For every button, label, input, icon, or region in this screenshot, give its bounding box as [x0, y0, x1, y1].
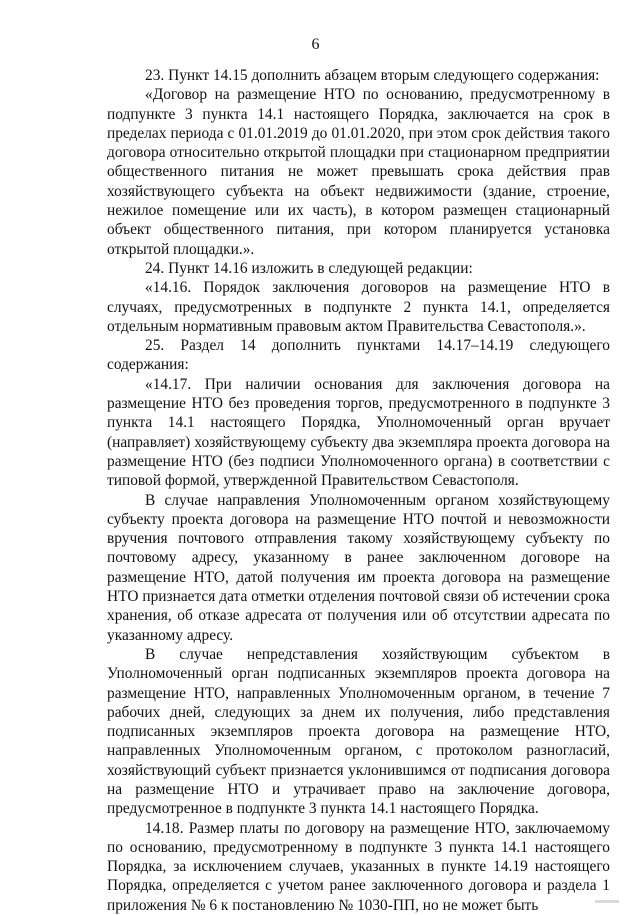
- paragraph-14-18: 14.18. Размер платы по договору на размещение НТО, заключаемому по основанию, предусмотренному в подпункте 3 пункта 14.1 настоящего Порядка, за исключением случаев, указанных в пункте 14.19 настоящего Порядка, определяется с учетом ранее заключенного договора и раздела 1 приложения № 6 к постановлению № 1030-ПП, но не может быть: [107, 819, 610, 914]
- paragraph-item-24: 24. Пункт 14.16 изложить в следующей редакции:: [145, 259, 473, 277]
- paragraph-14-17: «14.17. При наличии основания для заключения договора на размещение НТО без проведения торгов, предусмотренного в подпункте 3 пункта 14.1 настоящего Порядка, Уполномоченный орган вручает (направляет) хозяйствующему субъекту два экземпляра проекта договора на размещение НТО (без подписи Уполномоченного органа) в соответствии с типовой формой, утвержденной Правительством Севастополя.: [107, 375, 610, 490]
- paragraph-item-25: 25. Раздел 14 дополнить пунктами 14.17–14.19 следующего содержания:: [107, 337, 610, 374]
- scan-edge-mark: [595, 900, 619, 903]
- page-number: 6: [311, 36, 320, 53]
- paragraph-14-17-mail-delivery: В случае направления Уполномоченным органом хозяйствующему субъекту проекта договора на размещение НТО почтой и невозможности вручения почтового отправления такому хозяйствующему субъекту по почтовому адресу, указанному в ранее заключенном договоре на размещение НТО, датой получения им проекта договора на размещение НТО признается дата отметки отделения почтовой связи об истечении срока хранения, об отказе адресата от получения или об отсутствии адресата по указанному адресу.: [107, 491, 610, 644]
- paragraph-quote-14-15: «Договор на размещение НТО по основанию, предусмотренному в подпункте 3 пункта 14.1 настоящего Порядка, заключается на срок в пределах периода с 01.01.2019 до 01.01.2020, при этом срок действия такого договора относительно открытой площадки при стационарном предприятии общественного питания не может превышать срока действия прав хозяйствующего субъекта на объект недвижимости (здание, строение, нежилое помещение или их часть), в котором размещен стационарный объект общественного питания, при котором планируется установка открытой площадки.».: [107, 86, 610, 258]
- document-body: [107, 66, 610, 915]
- paragraph-item-23: 23. Пункт 14.15 дополнить абзацем вторым следующего содержания:: [145, 67, 600, 84]
- paragraph-14-17-non-submission: В случае непредставления хозяйствующим субъектом в Уполномоченный орган подписанных экземпляров проекта договора на размещение НТО, направленных Уполномоченным органом, в течение 7 рабочих дней, следующих за днем их получения, либо представления подписанных экземпляров проекта договора на размещение НТО, направленных Уполномоченным органом, с протоколом разногласий, хозяйствующий субъект признается уклонившимся от подписания договора на размещение НТО и утрачивает право на заключение договора, предусмотренное в подпункте 3 пункта 14.1 настоящего Порядка.: [107, 645, 610, 818]
- paragraph-quote-14-16: «14.16. Порядок заключения договоров на размещение НТО в случаях, предусмотренных в подпункте 2 пункта 14.1, определяется отдельным нормативным правовым актом Правительства Севастополя.».: [107, 279, 610, 335]
